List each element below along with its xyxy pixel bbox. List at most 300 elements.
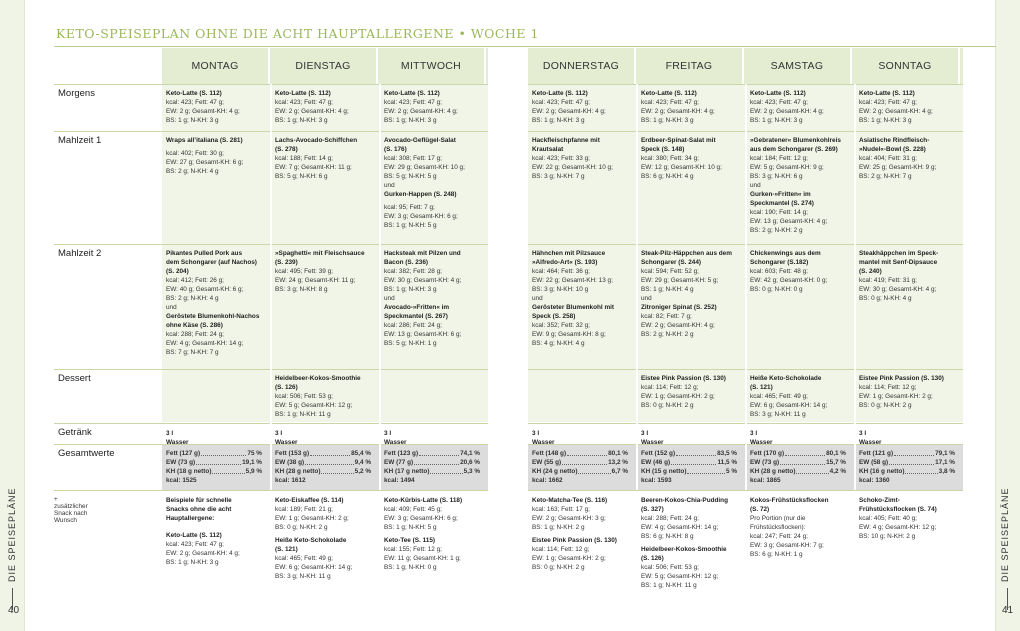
- totals-cell: [859, 449, 955, 485]
- drink-cell: [275, 429, 298, 447]
- recipe-title: Speck (S. 148): [641, 146, 685, 153]
- nutrition-line: EW: 29 g; Gesamt-KH: 10 g;: [384, 164, 465, 171]
- nutrition-line: EW: 5 g; Gesamt-KH: 9 g;: [750, 164, 824, 171]
- snack-line: BS: 0 g; N-KH: 2 g: [275, 524, 328, 531]
- meal-cell-mahlzeit2: [750, 249, 850, 294]
- column-separator: [854, 84, 856, 490]
- recipe-title: dem Schongarer (auf Nachos): [166, 259, 257, 266]
- nutrition-line: EW: 7 g; Gesamt-KH: 11 g;: [275, 164, 352, 171]
- recipe-title: »Alfredo-Art« (S. 193): [532, 259, 598, 266]
- day-header-montag: MONTAG: [162, 48, 270, 84]
- header-row: [54, 48, 488, 84]
- snack-title: Keto-Matcha-Tee (S. 116): [532, 497, 608, 504]
- totals-value: 4,2 %: [829, 468, 846, 475]
- nutrition-line: EW: 2 g; Gesamt-KH: 4 g;: [641, 322, 715, 329]
- drink-cell: [641, 429, 664, 447]
- totals-label: Fett (123 g): [384, 450, 419, 457]
- totals-dots: [305, 458, 354, 465]
- nutrition-line: und: [384, 295, 395, 302]
- meal-cell-mahlzeit1: [532, 136, 632, 181]
- snack-title: Hauptallergene:: [166, 515, 215, 522]
- totals-kcal: kcal: 1525: [166, 477, 197, 484]
- snack-cell: [275, 496, 375, 581]
- meal-cell-morgens: [275, 89, 375, 125]
- recipe-title: Keto-Latte (S. 112): [384, 90, 440, 97]
- meal-cell-morgens: [532, 89, 632, 125]
- nutrition-line: EW: 5 g; Gesamt-KH: 12 g;: [275, 402, 353, 409]
- snack-line: BS: 1 g; N-KH: 2 g: [532, 524, 585, 531]
- snack-line: BS: 6 g; N-KH: 1 g: [750, 551, 803, 558]
- title-rule: [54, 46, 996, 47]
- row-label-gesamtwerte: Gesamtwerte: [58, 448, 115, 459]
- meal-cell-morgens: [166, 89, 266, 125]
- snack-title: Keto-Kürbis-Latte (S. 118): [384, 497, 463, 504]
- nutrition-line: BS: 3 g; N-KH: 6 g: [750, 173, 803, 180]
- nutrition-line: EW: 9 g; Gesamt-KH: 8 g;: [532, 331, 606, 338]
- nutrition-line: BS: 6 g; N-KH: 4 g: [641, 173, 694, 180]
- recipe-title: Zitroniger Spinat (S. 252): [641, 304, 717, 311]
- totals-dots: [430, 467, 462, 474]
- nutrition-line: kcal: 465; Fett: 49 g;: [750, 393, 808, 400]
- nutrition-line: BS: 1 g; N-KH: 3 g: [532, 117, 585, 124]
- recipe-title: Steak-Pilz-Häppchen aus dem: [641, 250, 732, 257]
- totals-value: 79,1 %: [935, 450, 955, 457]
- nutrition-line: kcal: 380; Fett: 34 g;: [641, 155, 699, 162]
- nutrition-line: EW: 13 g; Gesamt-KH: 4 g;: [750, 218, 828, 225]
- recipe-title: (S. 239): [275, 259, 298, 266]
- row-label-mahlzeit2: Mahlzeit 2: [58, 248, 102, 259]
- nutrition-line: BS: 5 g; N-KH: 1 g: [384, 340, 437, 347]
- totals-cell: [750, 449, 846, 485]
- day-header-mittwoch: MITTWOCH: [378, 48, 486, 84]
- nutrition-line: BS: 1 g; N-KH: 3 g: [641, 117, 694, 124]
- nutrition-line: kcal: 404; Fett: 31 g;: [859, 155, 917, 162]
- nutrition-line: BS: 0 g; N-KH: 0 g: [750, 286, 803, 293]
- snack-title: Kokos-Frühstücksflocken: [750, 497, 829, 504]
- recipe-title: Speckmantel (S. 274): [750, 200, 814, 207]
- snack-note: + zusätzlicher Snack nach Wunsch: [54, 496, 88, 524]
- nutrition-line: BS: 2 g; N-KH: 2 g: [641, 331, 694, 338]
- totals-dots: [196, 458, 241, 465]
- nutrition-line: EW: 1 g; Gesamt-KH: 2 g;: [641, 393, 715, 400]
- recipe-title: Heiße Keto-Schokolade: [750, 375, 822, 382]
- totals-row: [166, 467, 262, 476]
- totals-value: 80,1 %: [826, 450, 846, 457]
- meal-cell-mahlzeit1: [384, 136, 484, 230]
- meal-cell-mahlzeit2: [532, 249, 632, 348]
- totals-kcal: kcal: 1494: [384, 477, 415, 484]
- totals-value: 19,1 %: [242, 459, 262, 466]
- snack-line: BS: 1 g; N-KH: 3 g: [166, 559, 219, 566]
- nutrition-line: kcal: 423; Fett: 47 g;: [750, 99, 808, 106]
- nutrition-line: kcal: 190; Fett: 14 g;: [750, 209, 808, 216]
- nutrition-line: BS: 1 g; N-KH: 11 g: [275, 411, 331, 418]
- snack-line: EW: 2 g; Gesamt-KH: 4 g;: [166, 550, 240, 557]
- snack-line: EW: 4 g; Gesamt-KH: 14 g;: [641, 524, 719, 531]
- meal-cell-mahlzeit1: [166, 136, 266, 176]
- drink-text: 3 l Wasser: [750, 430, 773, 446]
- drink-text: 3 l Wasser: [384, 430, 407, 446]
- table-bottom-line: [54, 490, 488, 491]
- day-header-donnerstag: DONNERSTAG: [528, 48, 636, 84]
- meal-cell-mahlzeit1: [859, 136, 959, 181]
- totals-value: 13,2 %: [608, 459, 628, 466]
- nutrition-line: EW: 2 g; Gesamt-KH: 4 g;: [275, 108, 349, 115]
- totals-row: [384, 458, 480, 467]
- snack-title: Schoko-Zimt-: [859, 497, 900, 504]
- totals-label: KH (28 g netto): [750, 468, 796, 475]
- totals-dots: [310, 449, 350, 456]
- column-separator: [270, 84, 272, 490]
- meal-cell-morgens: [384, 89, 484, 125]
- totals-label: EW (77 g): [384, 459, 414, 466]
- nutrition-line: kcal: 286; Fett: 24 g;: [384, 322, 442, 329]
- nutrition-line: kcal: 423; Fett: 47 g;: [641, 99, 699, 106]
- snack-line: EW: 5 g; Gesamt-KH: 12 g;: [641, 573, 719, 580]
- nutrition-line: EW: 27 g; Gesamt-KH: 6 g;: [166, 159, 244, 166]
- totals-label: Fett (153 g): [275, 450, 310, 457]
- nutrition-line: kcal: 594; Fett: 52 g;: [641, 268, 699, 275]
- totals-row: [641, 449, 737, 458]
- recipe-title: Gerösteter Blumenkohl mit: [532, 304, 615, 311]
- totals-row: [750, 449, 846, 458]
- nutrition-line: BS: 1 g; N-KH: 3 g: [750, 117, 803, 124]
- page-number-right: 41: [1002, 605, 1014, 616]
- nutrition-line: EW: 42 g; Gesamt-KH: 0 g;: [750, 277, 828, 284]
- totals-value: 80,1 %: [608, 450, 628, 457]
- totals-value: 11,5 %: [717, 459, 737, 466]
- snack-line: EW: 3 g; Gesamt-KH: 6 g;: [384, 515, 458, 522]
- nutrition-line: EW: 2 g; Gesamt-KH: 4 g;: [859, 108, 933, 115]
- nutrition-line: EW: 22 g; Gesamt-KH: 13 g;: [532, 277, 613, 284]
- snack-title: Frühstücksflocken (S. 74): [859, 506, 937, 513]
- meal-cell-dessert: [859, 374, 959, 410]
- nutrition-line: EW: 24 g; Gesamt-KH: 11 g;: [275, 277, 356, 284]
- recipe-title: Lachs-Avocado-Schiffchen: [275, 137, 358, 144]
- snack-title: Heiße Keto-Schokolade: [275, 537, 347, 544]
- totals-row: [532, 449, 628, 458]
- nutrition-line: kcal: 184; Fett: 12 g;: [750, 155, 808, 162]
- totals-label: Fett (152 g): [641, 450, 676, 457]
- recipe-title: Eistee Pink Passion (S. 130): [641, 375, 726, 382]
- nutrition-line: kcal: 495; Fett: 39 g;: [275, 268, 333, 275]
- column-separator: [745, 84, 747, 490]
- recipe-title: Wraps all’italiana (S. 281): [166, 137, 243, 144]
- nutrition-line: BS: 4 g; N-KH: 4 g: [532, 340, 585, 347]
- snack-line: BS: 1 g; N-KH: 0 g: [384, 564, 437, 571]
- totals-value: 5,2 %: [354, 468, 371, 475]
- recipe-title: Bacon (S. 236): [384, 259, 429, 266]
- snack-line: kcal: 163; Fett: 17 g;: [532, 506, 590, 513]
- recipe-title: Schongarer (S.182): [750, 259, 809, 266]
- drink-text: 3 l Wasser: [275, 430, 298, 446]
- meal-cell-mahlzeit2: [275, 249, 375, 294]
- recipe-title: ohne Käse (S. 286): [166, 322, 223, 329]
- totals-kcal: kcal: 1360: [859, 477, 890, 484]
- snack-line: EW: 11 g; Gesamt-KH: 1 g;: [384, 555, 461, 562]
- nutrition-line: kcal: 464; Fett: 36 g;: [532, 268, 590, 275]
- snack-line: kcal: 189; Fett: 21 g;: [275, 506, 333, 513]
- snack-line: Frühstücksflocken):: [750, 524, 806, 531]
- meal-cell-morgens: [750, 89, 850, 125]
- recipe-title: Eistee Pink Passion (S. 130): [859, 375, 944, 382]
- nutrition-line: und: [750, 182, 761, 189]
- nutrition-line: EW: 12 g; Gesamt-KH: 10 g;: [641, 164, 722, 171]
- snack-title: Beeren-Kokos-Chia-Pudding: [641, 497, 728, 504]
- snack-cell: [384, 496, 484, 572]
- nutrition-line: BS: 1 g; N-KH: 4 g: [641, 286, 694, 293]
- recipe-title: (S. 240): [859, 268, 882, 275]
- drink-cell: [532, 429, 555, 447]
- totals-row: [166, 458, 262, 467]
- totals-value: 9,4 %: [354, 459, 371, 466]
- totals-label: EW (58 g): [859, 459, 889, 466]
- recipe-title: Krautsalat: [532, 146, 564, 153]
- totals-dots: [567, 449, 607, 456]
- totals-kcal: kcal: 1612: [275, 477, 306, 484]
- snack-line: kcal: 405; Fett: 40 g;: [859, 515, 917, 522]
- drink-text: 3 l Wasser: [641, 430, 664, 446]
- snack-line: kcal: 114; Fett: 12 g;: [532, 546, 590, 553]
- totals-row: [859, 458, 955, 467]
- totals-dots: [671, 458, 716, 465]
- totals-dots: [780, 458, 825, 465]
- nutrition-line: BS: 1 g; N-KH: 3 g: [275, 117, 328, 124]
- nutrition-line: BS: 3 g; N-KH: 10 g: [532, 286, 589, 293]
- drink-cell: [384, 429, 407, 447]
- totals-value: 20,6 %: [460, 459, 480, 466]
- recipe-title: (S. 121): [750, 384, 773, 391]
- totals-label: EW (46 g): [641, 459, 671, 466]
- nutrition-line: kcal: 308; Fett: 17 g;: [384, 155, 442, 162]
- snack-title: Keto-Tee (S. 115): [384, 537, 436, 544]
- totals-cell: [641, 449, 737, 485]
- nutrition-line: EW: 3 g; Gesamt-KH: 6 g;: [384, 213, 458, 220]
- snack-cell: [532, 496, 632, 572]
- totals-value: 75 %: [247, 450, 262, 457]
- totals-row: [384, 467, 480, 476]
- meal-cell-mahlzeit2: [859, 249, 959, 303]
- totals-row: [532, 458, 628, 467]
- side-label-left: DIE SPEISEPLÄNE: [7, 487, 17, 582]
- recipe-title: (S. 176): [384, 146, 407, 153]
- nutrition-line: kcal: 412; Fett: 26 g;: [166, 277, 224, 284]
- nutrition-line: BS: 1 g; N-KH: 3 g: [859, 117, 912, 124]
- drink-text: 3 l Wasser: [859, 430, 882, 446]
- totals-label: KH (17 g netto): [384, 468, 430, 475]
- recipe-title: Speck (S. 258): [532, 313, 576, 320]
- drink-cell: [166, 429, 189, 447]
- totals-dots: [687, 467, 725, 474]
- snack-line: EW: 2 g; Gesamt-KH: 3 g;: [532, 515, 606, 522]
- nutrition-line: kcal: 603; Fett: 48 g;: [750, 268, 808, 275]
- snack-title: (S. 327): [641, 506, 664, 513]
- totals-row: [641, 458, 737, 467]
- meal-cell-dessert: [750, 374, 850, 419]
- totals-cell: [275, 449, 371, 485]
- nutrition-line: kcal: 288; Fett: 24 g;: [166, 331, 224, 338]
- nutrition-line: BS: 3 g; N-KH: 11 g: [750, 411, 806, 418]
- recipe-title: Keto-Latte (S. 112): [166, 90, 222, 97]
- snack-title: (S. 121): [275, 546, 298, 553]
- totals-label: KH (18 g netto): [166, 468, 212, 475]
- snack-line: EW: 3 g; Gesamt-KH: 7 g;: [750, 542, 824, 549]
- totals-cell: [384, 449, 480, 485]
- recipe-title: »Nudel«-Bowl (S. 228): [859, 146, 926, 153]
- snack-title: Heidelbeer-Kokos-Smoothie: [641, 546, 727, 553]
- recipe-title: Keto-Latte (S. 112): [532, 90, 588, 97]
- snack-line: kcal: 423; Fett: 47 g;: [166, 541, 224, 548]
- snack-line: BS: 1 g; N-KH: 5 g: [384, 524, 437, 531]
- totals-kcal: kcal: 1865: [750, 477, 781, 484]
- recipe-title: (S. 204): [166, 268, 189, 275]
- nutrition-line: EW: 30 g; Gesamt-KH: 4 g;: [384, 277, 462, 284]
- nutrition-line: BS: 1 g; N-KH: 5 g: [384, 222, 437, 229]
- nutrition-line: BS: 2 g; N-KH: 4 g: [166, 295, 219, 302]
- nutrition-line: BS: 5 g; N-KH: 6 g: [275, 173, 328, 180]
- nutrition-line: BS: 7 g; N-KH: 7 g: [166, 349, 219, 356]
- meal-cell-morgens: [859, 89, 959, 125]
- nutrition-line: EW: 4 g; Gesamt-KH: 14 g;: [166, 340, 244, 347]
- totals-kcal: kcal: 1662: [532, 477, 563, 484]
- nutrition-line: EW: 30 g; Gesamt-KH: 4 g;: [859, 286, 937, 293]
- totals-dots: [562, 458, 607, 465]
- nutrition-line: kcal: 382; Fett: 28 g;: [384, 268, 442, 275]
- snack-title: (S. 72): [750, 506, 770, 513]
- totals-dots: [796, 467, 828, 474]
- nutrition-line: BS: 5 g; N-KH: 5 g: [384, 173, 437, 180]
- recipe-title: Keto-Latte (S. 112): [750, 90, 806, 97]
- totals-label: EW (73 g): [750, 459, 780, 466]
- meal-cell-mahlzeit1: [750, 136, 850, 235]
- totals-label: Fett (170 g): [750, 450, 785, 457]
- recipe-title: Geröstete Blumenkohl-Nachos: [166, 313, 260, 320]
- recipe-title: Avocado-Geflügel-Salat: [384, 137, 456, 144]
- recipe-title: Hähnchen mit Pilzsauce: [532, 250, 606, 257]
- nutrition-line: kcal: 95; Fett: 7 g;: [384, 204, 435, 211]
- snack-line: BS: 1 g; N-KH: 11 g: [641, 582, 697, 589]
- snack-line: kcal: 506; Fett: 53 g;: [641, 564, 699, 571]
- meal-cell-mahlzeit2: [641, 249, 741, 339]
- totals-value: 17,1 %: [935, 459, 955, 466]
- nutrition-line: kcal: 423; Fett: 47 g;: [275, 99, 333, 106]
- snack-line: kcal: 465; Fett: 49 g;: [275, 555, 333, 562]
- snack-line: kcal: 409; Fett: 45 g;: [384, 506, 442, 513]
- page-title: KETO-SPEISEPLAN OHNE DIE ACHT HAUPTALLERGENE • WOCHE 1: [56, 26, 539, 41]
- totals-row: [859, 449, 955, 458]
- nutrition-line: EW: 6 g; Gesamt-KH: 14 g;: [750, 402, 828, 409]
- totals-label: Fett (148 g): [532, 450, 567, 457]
- snack-line: kcal: 155; Fett: 12 g;: [384, 546, 442, 553]
- nutrition-line: kcal: 402; Fett: 30 g;: [166, 150, 224, 157]
- header-row: [528, 48, 963, 84]
- totals-label: KH (15 g netto): [641, 468, 687, 475]
- nutrition-line: EW: 13 g; Gesamt-KH: 6 g;: [384, 331, 462, 338]
- nutrition-line: kcal: 423; Fett: 47 g;: [166, 99, 224, 106]
- recipe-title: (S. 126): [275, 384, 298, 391]
- recipe-title: »Gebratener« Blumenkohlreis: [750, 137, 841, 144]
- recipe-title: aus dem Schongarer (S. 269): [750, 146, 838, 153]
- drink-text: 3 l Wasser: [532, 430, 555, 446]
- totals-dots: [905, 467, 937, 474]
- totals-value: 3,8 %: [938, 468, 955, 475]
- totals-row: [532, 467, 628, 476]
- drink-cell: [859, 429, 882, 447]
- recipe-title: Erdbeer-Spinat-Salat mit: [641, 137, 716, 144]
- nutrition-line: BS: 0 g; N-KH: 2 g: [859, 402, 912, 409]
- snack-line: EW: 6 g; Gesamt-KH: 14 g;: [275, 564, 353, 571]
- recipe-title: Steakhäppchen im Speck-: [859, 250, 939, 257]
- nutrition-line: BS: 3 g; N-KH: 7 g: [532, 173, 585, 180]
- nutrition-line: kcal: 114; Fett: 12 g;: [641, 384, 699, 391]
- table-bottom-line: [528, 490, 963, 491]
- totals-value: 85,4 %: [351, 450, 371, 457]
- drink-text: 3 l Wasser: [166, 430, 189, 446]
- meal-cell-mahlzeit1: [641, 136, 741, 181]
- snack-title: (S. 126): [641, 555, 664, 562]
- totals-dots: [578, 467, 610, 474]
- column-separator: [636, 84, 638, 490]
- recipe-title: Hacksteak mit Pilzen und: [384, 250, 461, 257]
- recipe-title: (S. 278): [275, 146, 298, 153]
- totals-row: [750, 458, 846, 467]
- row-label-morgens: Morgens: [58, 88, 95, 99]
- day-header-dienstag: DIENSTAG: [270, 48, 378, 84]
- nutrition-line: EW: 2 g; Gesamt-KH: 4 g;: [532, 108, 606, 115]
- totals-dots: [201, 449, 246, 456]
- recipe-title: Gurken-Happen (S. 248): [384, 191, 457, 198]
- totals-label: KH (16 g netto): [859, 468, 905, 475]
- snack-title: Keto-Latte (S. 112): [166, 532, 222, 539]
- day-header-sonntag: SONNTAG: [852, 48, 960, 84]
- snack-line: EW: 1 g; Gesamt-KH: 2 g;: [532, 555, 606, 562]
- recipe-title: Gurken-»Fritten« im: [750, 191, 811, 198]
- nutrition-line: EW: 2 g; Gesamt-KH: 4 g;: [384, 108, 458, 115]
- snack-line: BS: 3 g; N-KH: 11 g: [275, 573, 331, 580]
- snack-line: EW: 4 g; Gesamt-KH: 12 g;: [859, 524, 937, 531]
- day-header-freitag: FREITAG: [636, 48, 744, 84]
- nutrition-line: kcal: 423; Fett: 47 g;: [859, 99, 917, 106]
- recipe-title: Speckmantel (S. 267): [384, 313, 448, 320]
- row-label-dessert: Dessert: [58, 373, 91, 384]
- snack-cell: [166, 496, 266, 567]
- totals-row: [859, 467, 955, 476]
- meal-cell-mahlzeit1: [275, 136, 375, 181]
- nutrition-line: EW: 22 g; Gesamt-KH: 10 g;: [532, 164, 613, 171]
- nutrition-line: und: [384, 182, 395, 189]
- totals-row: [166, 449, 262, 458]
- totals-label: EW (38 g): [275, 459, 305, 466]
- nutrition-line: und: [532, 295, 543, 302]
- nutrition-line: EW: 40 g; Gesamt-KH: 6 g;: [166, 286, 244, 293]
- totals-label: EW (55 g): [532, 459, 562, 466]
- recipe-title: Asiatische Rindfleisch-: [859, 137, 930, 144]
- totals-label: EW (73 g): [166, 459, 196, 466]
- nutrition-line: BS: 0 g; N-KH: 4 g: [859, 295, 912, 302]
- nutrition-line: und: [641, 295, 652, 302]
- nutrition-line: BS: 1 g; N-KH: 3 g: [384, 117, 437, 124]
- drink-cell: [750, 429, 773, 447]
- nutrition-line: kcal: 423; Fett: 47 g;: [384, 99, 442, 106]
- totals-cell: [166, 449, 262, 485]
- meal-cell-morgens: [641, 89, 741, 125]
- totals-row: [275, 449, 371, 458]
- totals-row: [750, 467, 846, 476]
- meal-cell-dessert: [275, 374, 375, 419]
- totals-dots: [785, 449, 825, 456]
- snack-cell: [641, 496, 741, 590]
- column-separator: [379, 84, 381, 490]
